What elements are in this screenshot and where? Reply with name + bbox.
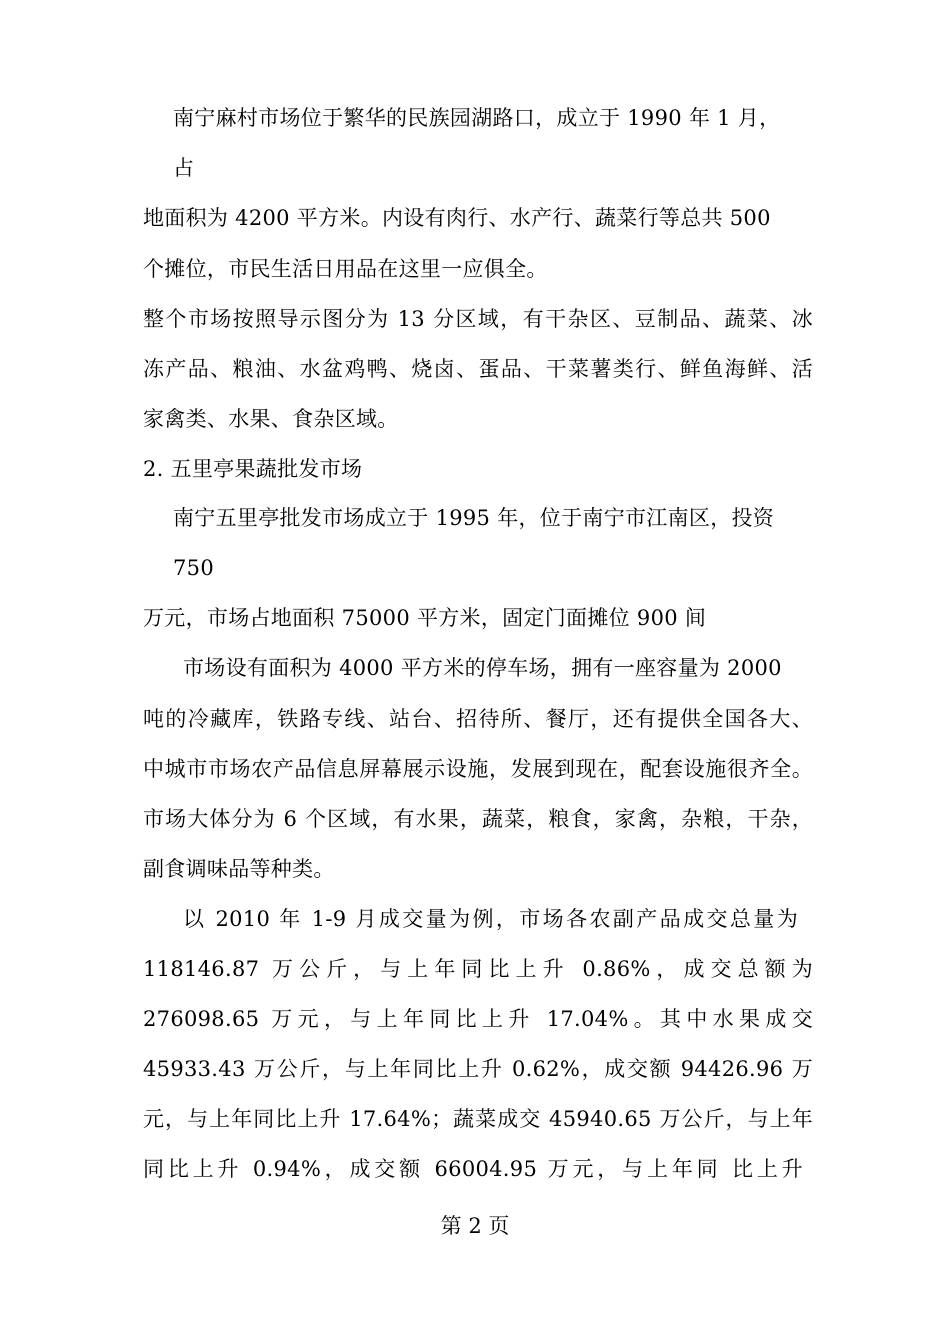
- paragraph-line: 同比上升 0.94%，成交额 66004.95 万元，与上年同 比上升: [143, 1157, 803, 1181]
- paragraph-line: 家禽类、水果、食杂区域。: [143, 407, 399, 431]
- paragraph-line: 整个市场按照导示图分为 13 分区域，有干杂区、豆制品、蔬菜、冰: [143, 307, 813, 331]
- paragraph-line: 中城市市场农产品信息屏幕展示设施，发展到现在，配套设施很齐全。: [143, 757, 813, 781]
- paragraph-line: 118146.87 万公斤，与上年同比上升 0.86%，成交总额为: [143, 957, 813, 981]
- page-number: 第 2 页: [440, 1214, 510, 1238]
- paragraph-line: 750: [173, 556, 214, 580]
- section-heading: 2. 五里亭果蔬批发市场: [143, 457, 363, 481]
- paragraph-line: 南宁麻村市场位于繁华的民族园湖路口，成立于 1990 年 1 月，: [173, 106, 781, 130]
- paragraph-line: 45933.43 万公斤，与上年同比上升 0.62%，成交额 94426.96 万: [143, 1057, 813, 1081]
- paragraph-line: 万元，市场占地面积 75000 平方米，固定门面摊位 900 间: [143, 606, 707, 630]
- paragraph-line: 市场设有面积为 4000 平方米的停车场，拥有一座容量为 2000: [183, 656, 782, 680]
- paragraph-line: 个摊位，市民生活日用品在这里一应俱全。: [143, 257, 548, 281]
- paragraph-line: 吨的冷藏库，铁路专线、站台、招待所、餐厅，还有提供全国各大、: [143, 707, 813, 731]
- paragraph-line: 副食调味品等种类。: [143, 857, 335, 881]
- paragraph-line: 占: [173, 156, 195, 180]
- paragraph-line: 元，与上年同比上升 17.64%；蔬菜成交 45940.65 万公斤，与上年: [143, 1107, 813, 1131]
- paragraph-line: 冻产品、粮油、水盆鸡鸭、烧卤、蛋品、干菜薯类行、鲜鱼海鲜、活: [143, 357, 813, 381]
- paragraph-line: 市场大体分为 6 个区域，有水果，蔬菜，粮食，家禽，杂粮，干杂，: [143, 807, 813, 831]
- paragraph-line: 以 2010 年 1-9 月成交量为例，市场各农副产品成交总量为: [183, 907, 798, 931]
- paragraph-line: 276098.65 万元，与上年同比上升 17.04%。其中水果成交: [143, 1007, 813, 1031]
- paragraph-line: 南宁五里亭批发市场成立于 1995 年，位于南宁市江南区，投资: [173, 506, 775, 530]
- paragraph-line: 地面积为 4200 平方米。内设有肉行、水产行、蔬菜行等总共 500: [143, 206, 771, 230]
